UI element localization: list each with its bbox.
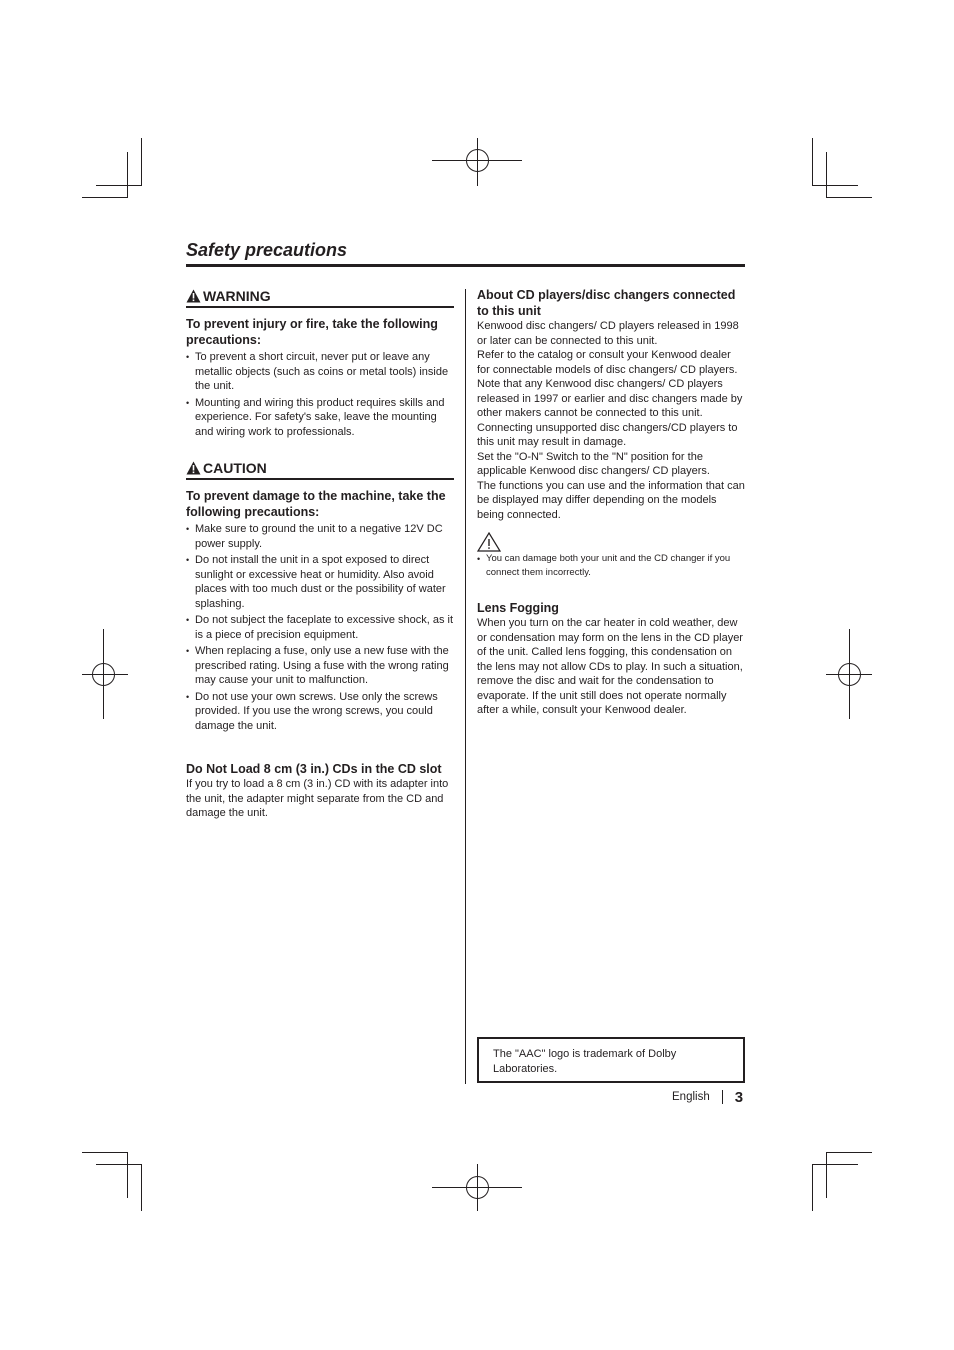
caution-heading	[186, 459, 454, 480]
left-column	[186, 287, 454, 821]
page-number: 3	[734, 1088, 744, 1106]
aac-note-text: The "AAC" logo is trademark of Dolby Laboratories.	[493, 1048, 677, 1075]
list-item: • Do not use your own screws. Use only the screws provided. If you use the wrong screws, you could damage the unit.	[186, 690, 454, 734]
cd-load-text: If you try to load a 8 cm (3 in.) CD with its adapter into the unit, the adapter might separate from the CD and damage the unit.	[186, 778, 449, 819]
changers-note-list	[477, 552, 745, 580]
changers-paragraph: Refer to the catalog or consult your Kenwood dealer for connectable models of disc changers/ CD players.	[477, 349, 738, 376]
right-column	[477, 287, 745, 718]
cd-load-heading: Do Not Load 8 cm (3 in.) CDs in the CD slot	[186, 762, 442, 776]
page-title: Safety precautions	[186, 240, 348, 260]
warning-list	[186, 350, 454, 439]
list-item: • You can damage both your unit and the CD changer if you connect them incorrectly.	[477, 552, 745, 580]
caution-list	[186, 522, 454, 733]
list-item: • Do not subject the faceplate to excessive shock, as it is a piece of precision equipment.	[186, 613, 454, 642]
page-footer	[672, 1088, 743, 1106]
warning-icon	[186, 289, 201, 303]
footer-language: English	[672, 1091, 710, 1103]
list-item: • When replacing a fuse, only use a new fuse with the prescribed rating. Using a fuse with the wrong rating may cause your unit to malfunction.	[186, 644, 454, 688]
list-item: • To prevent a short circuit, never put or leave any metallic objects (such as coins or metal tools) inside the unit.	[186, 350, 454, 394]
warning-label: WARNING	[203, 288, 271, 304]
list-item: • Make sure to ground the unit to a negative 12V DC power supply.	[186, 522, 454, 551]
aac-note-box	[477, 1037, 745, 1083]
footer-separator	[722, 1090, 723, 1104]
lens-heading: Lens Fogging	[477, 601, 559, 615]
lens-text: When you turn on the car heater in cold weather, dew or condensation may form on the lens in the CD player of the unit. Called lens fogging, this condensation on the lens may not allow CDs to play. In such a situation, remove the disc and wait for the condensation to evaporate. If the unit still does not operate normally after a while, consult your Kenwood dealer.	[477, 617, 743, 716]
warning-subheading: To prevent injury or fire, take the following precautions:	[186, 317, 438, 347]
changers-paragraph: Note that any Kenwood disc changers/ CD players released in 1997 or earlier and disc changers made by other makers cannot be connected to this unit.	[477, 378, 743, 419]
title-rule	[186, 264, 745, 267]
list-item: • Mounting and wiring this product requires skills and experience. For safety's sake, leave the mounting and wiring work to professionals.	[186, 396, 454, 440]
caution-subheading: To prevent damage to the machine, take the following precautions:	[186, 489, 446, 519]
caution-label: CAUTION	[203, 460, 267, 476]
warning-heading	[186, 287, 454, 308]
changers-paragraph: Connecting unsupported disc changers/CD players to this unit may result in damage.	[477, 421, 738, 448]
caution-icon	[186, 461, 201, 475]
changers-paragraph: Kenwood disc changers/ CD players released in 1998 or later can be connected to this unit.	[477, 320, 739, 347]
list-item: • Do not install the unit in a spot exposed to direct sunlight or excessive heat or humidity. Also avoid places with too much dust or the possibility of water splashing.	[186, 553, 454, 611]
changers-paragraph: Set the "O-N" Switch to the "N" position for the applicable Kenwood disc changers/ CD players.	[477, 450, 710, 477]
changers-paragraph: The functions you can use and the information that can be displayed may differ depending on the models being connected.	[477, 479, 745, 521]
column-divider	[465, 289, 466, 1084]
changers-heading: About CD players/disc changers connected to this unit	[477, 288, 736, 318]
caution-outline-icon	[477, 532, 501, 552]
